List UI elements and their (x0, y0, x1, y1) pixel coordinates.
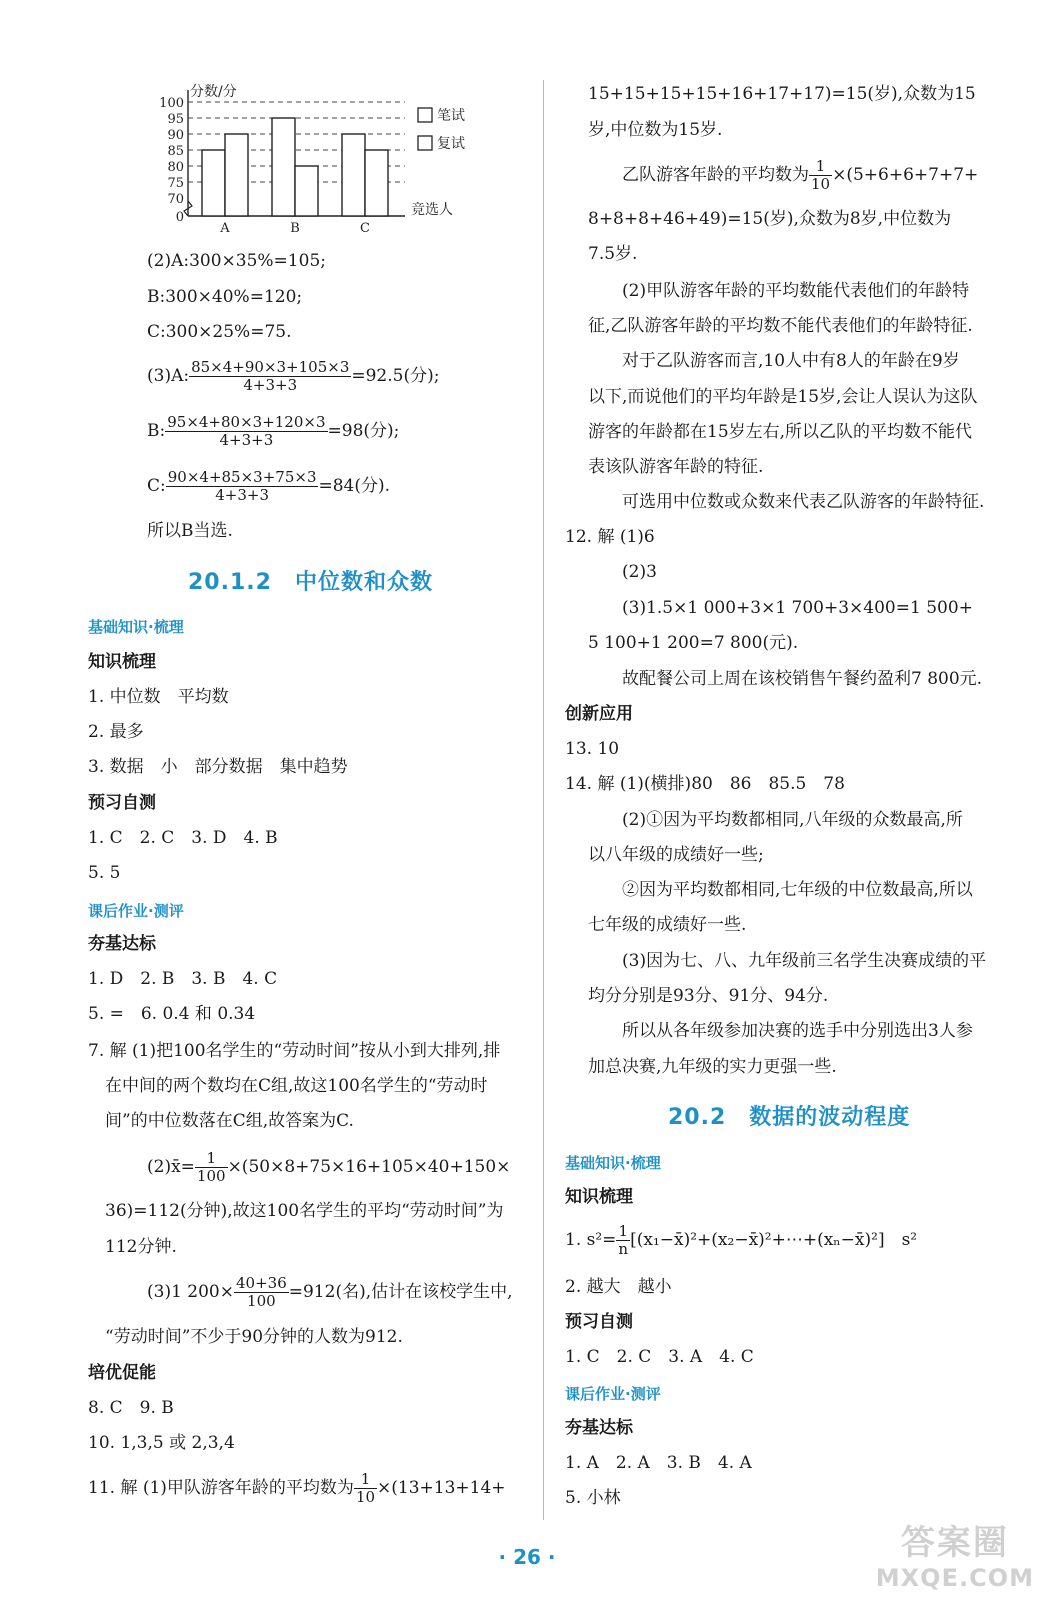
legend-swatch (418, 108, 432, 122)
fraction-numerator: 95×4+80×3+120×3 (167, 413, 326, 431)
y-tick-label: 90 (167, 128, 184, 143)
watermark-logo (876, 1515, 1034, 1592)
formula-suffix: =84(分). (318, 476, 391, 496)
x-axis-title: 竞选人 (411, 202, 453, 218)
fraction-numerator: 1 (809, 158, 832, 176)
fraction-denominator: 4+3+3 (215, 486, 269, 504)
answer-line: 5. 5 (88, 863, 121, 883)
fraction-numerator: 1 (354, 1471, 377, 1489)
fraction-denominator: 4+3+3 (243, 376, 298, 394)
answer-line: 36)=112(分钟),故这100名学生的平均“劳动时间”为 (105, 1201, 504, 1221)
fraction-denominator: n (618, 1240, 629, 1258)
formula-suffix: =912(名),估计在该校学生中, (288, 1282, 513, 1302)
fraction (166, 469, 319, 504)
formula-line (147, 1272, 513, 1312)
formula-line (147, 356, 439, 396)
answer-line: 均分分别是93分、91分、94分. (588, 986, 829, 1006)
answer-line: 故配餐公司上周在该校销售午餐约盈利7 800元. (622, 669, 983, 689)
subheading: 预习自测 (88, 793, 156, 813)
fraction (234, 1275, 289, 1310)
conclusion: 所以B当选. (147, 521, 233, 541)
answer-line: 以下,而说他们的平均年龄是15岁,会让人误认为这队 (588, 387, 978, 407)
fraction (616, 1223, 630, 1258)
subheading: 培优促能 (88, 1363, 156, 1383)
y-tick-label: 80 (167, 160, 184, 175)
column-divider (543, 80, 544, 1520)
bar (342, 134, 365, 216)
formula-prefix: B: (147, 421, 166, 441)
answer-line: B:300×40%=120; (147, 287, 303, 307)
fraction-numerator: 1 (195, 1150, 228, 1168)
answer-line: 3. 数据 小 部分数据 集中趋势 (88, 757, 348, 777)
answer-line: 对于乙队游客而言,10人中有8人的年龄在9岁 (622, 351, 960, 371)
page-number: · 26 · (498, 1545, 556, 1569)
answer-line: ②因为平均数都相同,七年级的中位数最高,所以 (622, 880, 973, 900)
answer-line: 征,乙队游客年龄的平均数不能代表他们的年龄特征. (588, 316, 973, 336)
answer-line: 2. 越大 越小 (565, 1277, 672, 1297)
subheading: 夯基达标 (565, 1418, 633, 1438)
formula-suffix: [(x₁−x̄)²+(x₂−x̄)²+⋯+(xₙ−x̄)²] s² (630, 1230, 918, 1250)
subheading: 预习自测 (565, 1312, 633, 1332)
answer-line: (3)因为七、八、九年级前三名学生决赛成绩的平 (622, 951, 987, 971)
formula-line (147, 411, 399, 451)
formula-line (565, 1220, 917, 1260)
x-tick-label: A (220, 221, 230, 236)
formula-prefix: (3)A: (147, 366, 190, 386)
bar (202, 150, 225, 216)
formula-suffix: =98(分); (327, 421, 400, 441)
fraction (189, 359, 351, 394)
subheading: 知识梳理 (565, 1187, 633, 1207)
formula-prefix: 11. 解 (1)甲队游客年龄的平均数为 (88, 1478, 354, 1498)
y-axis-title: 分数/分 (190, 84, 237, 100)
answer-line: (3)1.5×1 000+3×1 700+3×400=1 500+ (622, 598, 973, 618)
formula-prefix: 1. s²= (565, 1230, 617, 1250)
fraction (354, 1471, 377, 1506)
answer-line: 所以从各年级参加决赛的选手中分别选出3人参 (622, 1021, 973, 1041)
formula-prefix: C: (147, 476, 166, 496)
answer-line: 1. 中位数 平均数 (88, 687, 229, 707)
subheading: 创新应用 (565, 704, 633, 724)
bar (365, 150, 388, 216)
legend-swatch (418, 136, 432, 150)
section-title: 20.1.2 中位数和众数 (188, 570, 433, 595)
answer-line: 13. 10 (565, 739, 620, 759)
answer-line: (2)甲队游客年龄的平均数能代表他们的年龄特 (622, 281, 970, 301)
answer-line: 加总决赛,九年级的实力更强一些. (588, 1057, 837, 1077)
watermark-text: 答案圈 (900, 1523, 1009, 1563)
answer-line: 12. 解 (1)6 (565, 527, 655, 547)
fraction-denominator: 10 (355, 1488, 376, 1506)
formula-prefix: (3)1 200× (147, 1282, 234, 1302)
answer-line: 14. 解 (1)(横排)80 86 85.5 78 (565, 774, 845, 794)
answer-line: 1. A 2. A 3. B 4. A (565, 1453, 752, 1473)
formula-line (147, 1147, 510, 1187)
answer-line: 5. = 6. 0.4 和 0.34 (88, 1004, 256, 1024)
answer-line: 七年级的成绩好一些. (588, 915, 747, 935)
answer-line: 5. 小林 (565, 1488, 621, 1508)
y-tick-label: 100 (159, 96, 184, 111)
fraction (195, 1150, 228, 1185)
legend-label: 笔试 (437, 108, 465, 124)
fraction-denominator: 4+3+3 (219, 431, 274, 449)
y-tick-label: 85 (167, 144, 184, 159)
y-tick-label: 70 (167, 192, 184, 207)
fraction-denominator: 100 (196, 1167, 226, 1185)
legend-label: 复试 (437, 136, 465, 152)
fraction-denominator: 100 (247, 1292, 276, 1310)
formula-line (88, 1468, 506, 1508)
answer-line: 8. C 9. B (88, 1398, 174, 1418)
section-heading: 课后作业·测评 (565, 1385, 661, 1403)
answer-line: 表该队游客年龄的特征. (588, 457, 764, 477)
formula-suffix: ×(13+13+14+ (377, 1478, 506, 1498)
bar-chart (150, 82, 470, 236)
section-heading: 基础知识·梳理 (565, 1154, 661, 1172)
fraction-numerator: 85×4+90×3+105×3 (191, 358, 350, 376)
answer-line: 1. D 2. B 3. B 4. C (88, 969, 278, 989)
formula-suffix: =92.5(分); (351, 366, 440, 386)
answer-line: 8+8+8+46+49)=15(岁),众数为8岁,中位数为 (588, 209, 952, 229)
answer-line: 7. 解 (1)把100名学生的“劳动时间”按从小到大排列,排 (88, 1041, 501, 1061)
answer-line: “劳动时间”不少于90分钟的人数为912. (105, 1327, 403, 1347)
answer-line: 5 100+1 200=7 800(元). (588, 633, 799, 653)
formula-line (147, 466, 390, 506)
fraction-numerator: 90×4+85×3+75×3 (167, 468, 317, 486)
fraction-denominator: 10 (811, 175, 831, 193)
answer-line: 1. C 2. C 3. D 4. B (88, 828, 278, 848)
formula-line (622, 155, 978, 195)
answer-line: 可选用中位数或众数来代表乙队游客的年龄特征. (622, 492, 985, 512)
y-tick-label: 95 (167, 112, 184, 127)
section-heading: 基础知识·梳理 (88, 618, 184, 636)
fraction (165, 414, 327, 449)
answer-line: 15+15+15+15+16+17+17)=15(岁),众数为15 (588, 84, 976, 104)
y-tick-label: 0 (175, 210, 184, 225)
answer-line: 在中间的两个数均在C组,故这100名学生的“劳动时 (105, 1076, 488, 1096)
bar (295, 166, 318, 216)
answer-line: 112分钟. (105, 1237, 177, 1257)
answer-line: (2)①因为平均数都相同,八年级的众数最高,所 (622, 810, 963, 830)
formula-suffix: ×(5+6+6+7+7+ (832, 165, 979, 185)
answer-line: 以八年级的成绩好一些; (588, 845, 764, 865)
fraction-numerator: 1 (616, 1223, 630, 1241)
watermark-url: MXQE.COM (875, 1564, 1034, 1592)
x-tick-label: B (290, 221, 300, 236)
section-heading: 课后作业·测评 (88, 902, 184, 920)
answer-line: 游客的年龄都在15岁左右,所以乙队的平均数不能代 (588, 422, 973, 442)
answer-line: 7.5岁. (588, 244, 638, 264)
answer-line: 10. 1,3,5 或 2,3,4 (88, 1433, 235, 1453)
fraction (809, 158, 832, 193)
answer-line: 间”的中位数落在C组,故答案为C. (105, 1111, 354, 1131)
formula-prefix: 乙队游客年龄的平均数为 (622, 165, 809, 185)
formula-prefix: (2)x̄= (147, 1157, 195, 1177)
answer-line: 1. C 2. C 3. A 4. C (565, 1347, 754, 1367)
answer-line: (2)3 (622, 562, 657, 582)
y-tick-label: 75 (167, 176, 184, 191)
fraction-numerator: 40+36 (236, 1274, 287, 1292)
answer-line: 2. 最多 (88, 722, 144, 742)
subheading: 知识梳理 (88, 652, 156, 672)
answer-line: 岁,中位数为15岁. (588, 120, 723, 140)
subheading: 夯基达标 (88, 934, 156, 954)
formula-suffix: ×(50×8+75×16+105×40+150× (227, 1157, 511, 1177)
bar (272, 118, 295, 216)
bar (225, 134, 248, 216)
section-title: 20.2 数据的波动程度 (668, 1105, 911, 1130)
answer-line: (2)A:300×35%=105; (147, 251, 326, 271)
x-tick-label: C (360, 221, 370, 236)
answer-line: C:300×25%=75. (147, 322, 292, 342)
